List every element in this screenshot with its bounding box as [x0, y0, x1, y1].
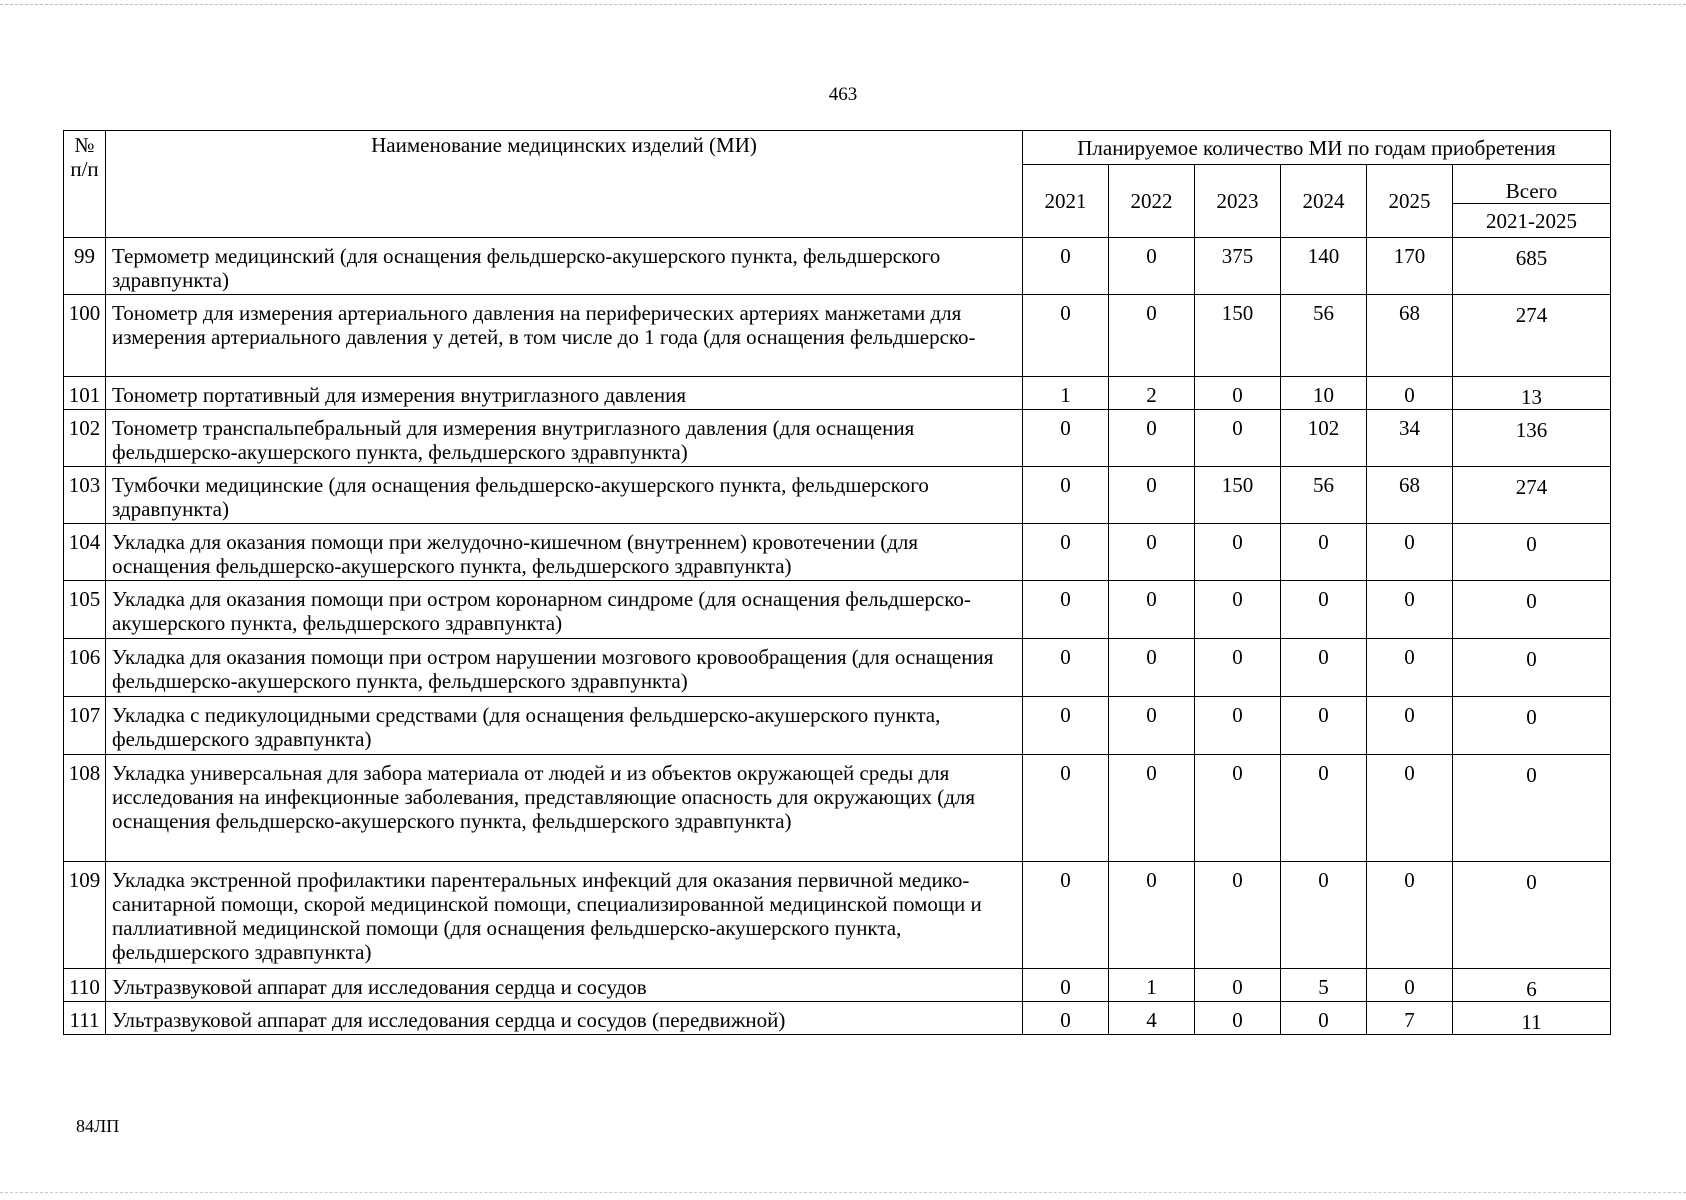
qty-2023: 0: [1195, 969, 1281, 1002]
qty-2021: 1: [1023, 377, 1109, 410]
table-row: [64, 295, 1611, 377]
row-number: 109: [64, 862, 106, 969]
qty-2021: 0: [1023, 862, 1109, 969]
header-year-2025: 2025: [1367, 165, 1453, 238]
qty-2025: 0: [1367, 862, 1453, 969]
qty-2022: 4: [1109, 1002, 1195, 1035]
header-year-2022: 2022: [1109, 165, 1195, 238]
qty-2023: 375: [1195, 238, 1281, 295]
qty-total: 13: [1453, 377, 1611, 410]
row-number: 101: [64, 377, 106, 410]
qty-2025: 0: [1367, 581, 1453, 639]
qty-2025: 170: [1367, 238, 1453, 295]
qty-2024: 5: [1281, 969, 1367, 1002]
row-number: 108: [64, 755, 106, 862]
qty-2021: 0: [1023, 639, 1109, 697]
qty-2022: 0: [1109, 295, 1195, 377]
table-row: [64, 410, 1611, 467]
qty-2023: 150: [1195, 467, 1281, 524]
row-number: 107: [64, 697, 106, 755]
qty-2024: 0: [1281, 862, 1367, 969]
qty-2022: 0: [1109, 862, 1195, 969]
qty-2024: 102: [1281, 410, 1367, 467]
qty-2023: 0: [1195, 862, 1281, 969]
scan-edge-top: [0, 4, 1686, 7]
device-name: Тонометр транспальпебральный для измерения внутриглазного давления (для оснащения фельдшерско-акушерского пункта, фельдшерского здравпункта): [106, 410, 1023, 467]
qty-2022: 2: [1109, 377, 1195, 410]
table-row: [64, 581, 1611, 639]
qty-2023: 0: [1195, 755, 1281, 862]
qty-2024: 0: [1281, 1002, 1367, 1035]
qty-2025: 0: [1367, 377, 1453, 410]
qty-2023: 0: [1195, 377, 1281, 410]
device-name: Тонометр для измерения артериального давления на периферических артериях манжетами для измерения артериального давления у детей, в том числе до 1 года (для оснащения фельдшерско-: [106, 295, 1023, 377]
device-name: Укладка для оказания помощи при желудочно-кишечном (внутреннем) кровотечении (для оснащения фельдшерско-акушерского пункта, фельдшерского здравпункта): [106, 524, 1023, 581]
qty-2023: 0: [1195, 524, 1281, 581]
device-name: Термометр медицинский (для оснащения фельдшерско-акушерского пункта, фельдшерского здравпункта): [106, 238, 1023, 295]
qty-2025: 7: [1367, 1002, 1453, 1035]
qty-2021: 0: [1023, 410, 1109, 467]
qty-2021: 0: [1023, 295, 1109, 377]
table-row: [64, 467, 1611, 524]
qty-2023: 0: [1195, 697, 1281, 755]
device-name: Ультразвуковой аппарат для исследования сердца и сосудов (передвижной): [106, 1002, 1023, 1035]
row-number: 104: [64, 524, 106, 581]
qty-2024: 56: [1281, 467, 1367, 524]
page-number: 463: [828, 84, 858, 105]
table-row: [64, 697, 1611, 755]
qty-2023: 0: [1195, 1002, 1281, 1035]
qty-2021: 0: [1023, 238, 1109, 295]
qty-2024: 0: [1281, 581, 1367, 639]
qty-2025: 34: [1367, 410, 1453, 467]
qty-2025: 0: [1367, 755, 1453, 862]
footer-code: 84ЛП: [76, 1116, 120, 1136]
header-number: № п/п: [64, 131, 106, 238]
qty-total: 0: [1453, 524, 1611, 581]
qty-2024: 140: [1281, 238, 1367, 295]
qty-2025: 68: [1367, 295, 1453, 377]
qty-2021: 0: [1023, 1002, 1109, 1035]
qty-2024: 0: [1281, 755, 1367, 862]
device-name: Ультразвуковой аппарат для исследования сердца и сосудов: [106, 969, 1023, 1002]
qty-2022: 0: [1109, 238, 1195, 295]
device-name: Тонометр портативный для измерения внутриглазного давления: [106, 377, 1023, 410]
qty-2021: 0: [1023, 524, 1109, 581]
header-planned-quantity: Планируемое количество МИ по годам приобретения: [1023, 131, 1611, 165]
qty-2025: 0: [1367, 639, 1453, 697]
qty-total: 0: [1453, 755, 1611, 862]
qty-2021: 0: [1023, 581, 1109, 639]
qty-2024: 0: [1281, 524, 1367, 581]
device-name: Укладка для оказания помощи при остром нарушении мозгового кровообращения (для оснащения фельдшерско-акушерского пункта, фельдшерского здравпункта): [106, 639, 1023, 697]
device-name: Укладка с педикулоцидными средствами (для оснащения фельдшерско-акушерского пункта, фельдшерского здравпункта): [106, 697, 1023, 755]
row-number: 106: [64, 639, 106, 697]
qty-total: 0: [1453, 581, 1611, 639]
table-row: [64, 377, 1611, 410]
table-row: [64, 969, 1611, 1002]
qty-total: 274: [1453, 467, 1611, 524]
table-row: [64, 1002, 1611, 1035]
row-number: 105: [64, 581, 106, 639]
header-name: Наименование медицинских изделий (МИ): [106, 131, 1023, 238]
row-number: 102: [64, 410, 106, 467]
qty-total: 685: [1453, 238, 1611, 295]
qty-2022: 0: [1109, 697, 1195, 755]
qty-total: 0: [1453, 697, 1611, 755]
qty-total: 0: [1453, 639, 1611, 697]
qty-2024: 0: [1281, 697, 1367, 755]
row-number: 103: [64, 467, 106, 524]
row-number: 99: [64, 238, 106, 295]
table-row: [64, 238, 1611, 295]
qty-2023: 0: [1195, 410, 1281, 467]
qty-2025: 0: [1367, 697, 1453, 755]
header-year-2024: 2024: [1281, 165, 1367, 238]
qty-2021: 0: [1023, 697, 1109, 755]
table-row: [64, 862, 1611, 969]
table-row: [64, 639, 1611, 697]
qty-2025: 0: [1367, 524, 1453, 581]
header-year-2023: 2023: [1195, 165, 1281, 238]
table-body: [64, 238, 1611, 1035]
device-name: Тумбочки медицинские (для оснащения фельдшерско-акушерского пункта, фельдшерского здравпункта): [106, 467, 1023, 524]
qty-2022: 0: [1109, 639, 1195, 697]
medical-devices-table: [63, 130, 1611, 1035]
row-number: 100: [64, 295, 106, 377]
table-row: [64, 755, 1611, 862]
table-header: [64, 131, 1611, 238]
header-total: Всего: [1453, 165, 1611, 204]
qty-2022: 1: [1109, 969, 1195, 1002]
qty-2024: 10: [1281, 377, 1367, 410]
qty-2025: 68: [1367, 467, 1453, 524]
qty-total: 6: [1453, 969, 1611, 1002]
qty-2025: 0: [1367, 969, 1453, 1002]
qty-2024: 0: [1281, 639, 1367, 697]
qty-2024: 56: [1281, 295, 1367, 377]
qty-total: 274: [1453, 295, 1611, 377]
qty-2022: 0: [1109, 581, 1195, 639]
qty-2021: 0: [1023, 755, 1109, 862]
header-total-range: 2021-2025: [1453, 204, 1611, 238]
qty-2022: 0: [1109, 467, 1195, 524]
table-row: [64, 524, 1611, 581]
qty-2021: 0: [1023, 467, 1109, 524]
qty-2021: 0: [1023, 969, 1109, 1002]
qty-2022: 0: [1109, 755, 1195, 862]
header-year-2021: 2021: [1023, 165, 1109, 238]
row-number: 110: [64, 969, 106, 1002]
qty-total: 0: [1453, 862, 1611, 969]
qty-total: 11: [1453, 1002, 1611, 1035]
qty-2023: 150: [1195, 295, 1281, 377]
qty-2023: 0: [1195, 581, 1281, 639]
qty-total: 136: [1453, 410, 1611, 467]
device-name: Укладка для оказания помощи при остром коронарном синдроме (для оснащения фельдшерско-акушерского пункта, фельдшерского здравпункта): [106, 581, 1023, 639]
qty-2022: 0: [1109, 410, 1195, 467]
qty-2022: 0: [1109, 524, 1195, 581]
device-name: Укладка универсальная для забора материала от людей и из объектов окружающей среды для исследования на инфекционные заболевания, представляющие опасность для окружающих (для оснащения фельдшерско-акушерского пункта, фельдшерского здравпункта): [106, 755, 1023, 862]
qty-2023: 0: [1195, 639, 1281, 697]
device-name: Укладка экстренной профилактики парентеральных инфекций для оказания первичной медико-санитарной помощи, скорой медицинской помощи, специализированной медицинской помощи и паллиативной медицинской помощи (для оснащения фельдшерско-акушерского пункта, фельдшерского здравпункта): [106, 862, 1023, 969]
row-number: 111: [64, 1002, 106, 1035]
scan-edge-bottom: [0, 1192, 1686, 1195]
